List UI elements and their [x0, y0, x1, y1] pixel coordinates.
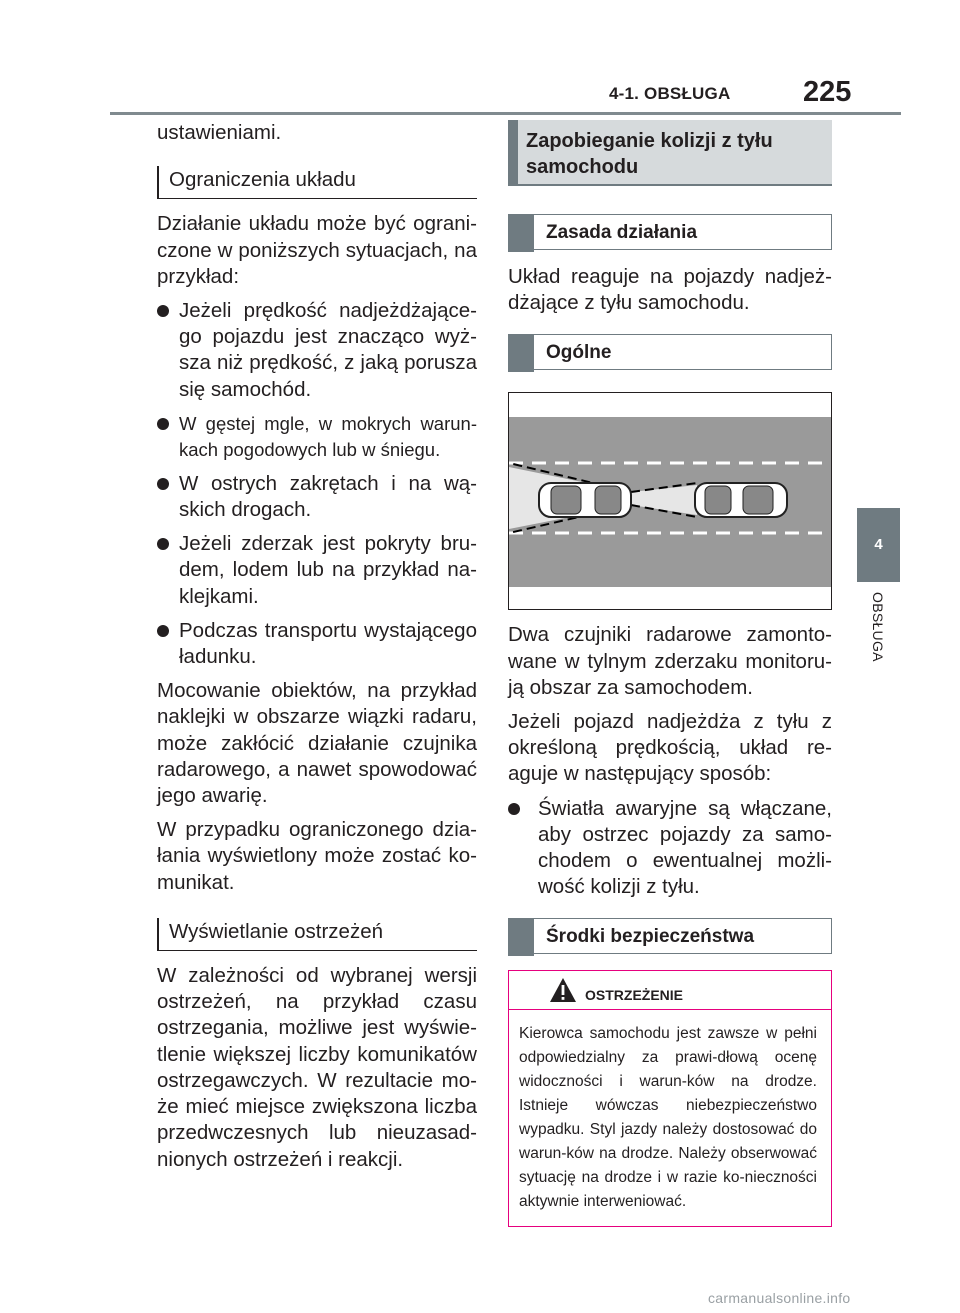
header-section-title: 4-1. OBSŁUGA: [609, 84, 731, 103]
paragraph: W zależności od wybranej wersji ostrzeżeń, na przykład czasu ostrzegania, możliwe jest wyświe-tlenie większej liczby komunikatów ostrzegawczych. W rezultacie mo-że mieć miejsce zwiększona liczba przedwczesnych lub nieuzasad-nionych ostrzeżeń i reakcji.: [157, 964, 477, 1171]
subheading-ograniczenia: Ograniczenia układu: [157, 166, 477, 199]
section-heading-box: [508, 120, 832, 184]
paragraph: Układ reaguje na pojazdy nadjeż-dżające z tyłu samochodu.: [508, 265, 832, 315]
intro-text: ustawieniami.: [157, 121, 282, 144]
list-item: Światła awaryjne są włączane, aby ostrzec pojazdy za samo-chodem o ewentualnej możli-wość kolizji z tyłu.: [508, 796, 832, 901]
warning-text: Kierowca samochodu jest zawsze w pełni odpowiedzialny za prawi-dłową ocenę widoczności i warun-ków na drodze. Istnieje wówczas niebezpieczeństwo wypadku. Styl jazdy należy dostosować do warun-ków na drodze. Należy obserwować sytuację na drodze i w razie ko-nieczności aktywnie interweniować.: [519, 1025, 817, 1211]
paragraph: W przypadku ograniczonego dzia-łania wyświetlony może zostać ko-munikat.: [157, 818, 477, 894]
rear-car: [539, 483, 631, 517]
bullet-list: [157, 298, 477, 670]
header-rule: [110, 112, 901, 115]
chapter-tab-label: OBSŁUGA: [870, 592, 886, 662]
list-item: Jeżeli prędkość nadjeżdżające-go pojazdu jest znacząco wyż-sza niż prędkość, z jaką porusza się samochód.: [157, 298, 477, 403]
left-column: [157, 120, 477, 1173]
heading-srodki: Środki bezpieczeństwa: [508, 918, 832, 954]
warning-box: [508, 970, 832, 1227]
footer-watermark: carmanualsonline.info: [708, 1290, 851, 1306]
list-item: W gęstej mgle, w mokrych warun-kach pogodowych lub w śniegu.: [157, 411, 477, 463]
radar-diagram: [509, 393, 831, 609]
front-car: [695, 483, 787, 517]
chapter-tab: 4: [857, 508, 900, 582]
paragraph: Działanie układu może być ograni-czone w poniższych sytuacjach, na przykład:: [157, 212, 477, 288]
list-item: W ostrych zakrętach i na wą-skich drogach.: [157, 471, 477, 523]
list-item: Jeżeli zderzak jest pokryty bru-dem, lodem lub na przykład na-klejkami.: [157, 531, 477, 610]
subheading-wyswietlanie: Wyświetlanie ostrzeżeń: [157, 918, 477, 951]
paragraph: Dwa czujniki radarowe zamonto-wane w tylnym zderzaku monitoru-ją obszar za samochodem.: [508, 623, 832, 699]
paragraph: Mocowanie obiektów, na przykład naklejki w obszarze wiązki radaru, może zakłócić działanie czujnika radarowego, a nawet spowodować jego awarię.: [157, 679, 477, 808]
paragraph: Jeżeli pojazd nadjeżdża z tyłu z określoną prędkością, układ re-aguje w następujący sposób:: [508, 710, 832, 786]
section-heading: Zapobieganie kolizji z tyłu samochodu: [526, 130, 773, 178]
warning-triangle-icon: [549, 977, 577, 1003]
warning-title: OSTRZEŻENIE: [585, 987, 684, 1004]
bullet-list: [508, 796, 832, 901]
right-column: [508, 120, 832, 1227]
heading-ogolne: Ogólne: [508, 334, 832, 370]
heading-zasada: Zasada działania: [508, 214, 832, 250]
radar-illustration: [508, 392, 832, 610]
list-item: Podczas transportu wystającego ładunku.: [157, 618, 477, 670]
page-number: 225: [803, 76, 852, 108]
warning-header: [509, 971, 831, 1010]
